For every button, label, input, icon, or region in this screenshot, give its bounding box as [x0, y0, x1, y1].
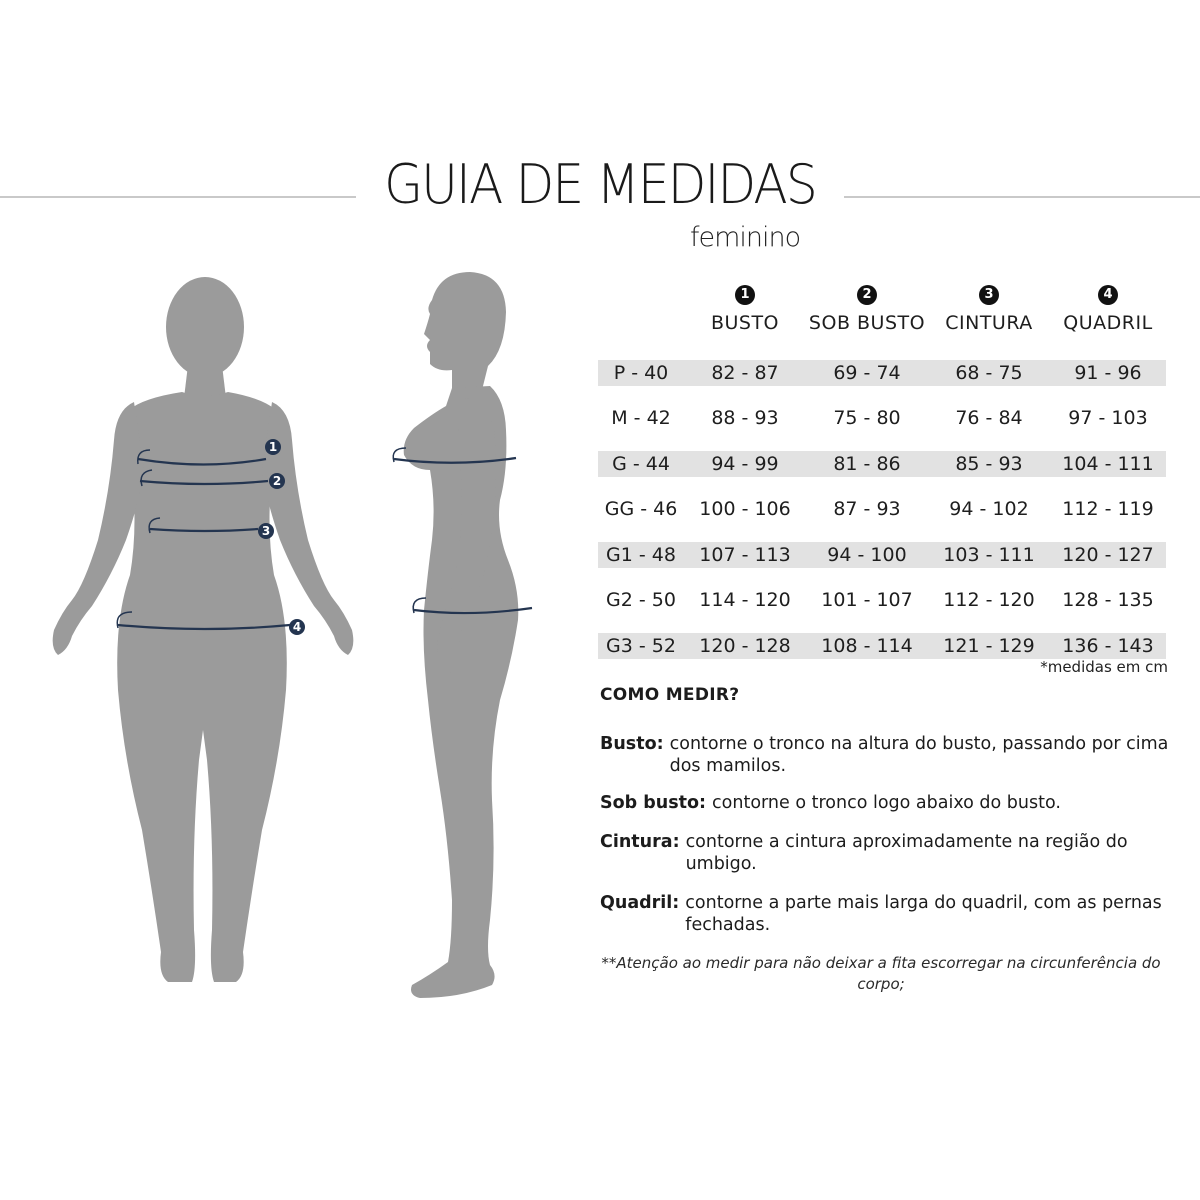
how-to-item-quadril: [600, 892, 1192, 936]
size-cell: G2 - 50: [606, 589, 676, 612]
marker-2-label: 2: [272, 474, 282, 488]
how-to-title: COMO MEDIR?: [600, 685, 740, 705]
table-cell: 68 - 75: [928, 350, 1050, 396]
table-cell: 108 - 114: [806, 623, 928, 669]
table-cell: 121 - 129: [928, 623, 1050, 669]
marker-3-label: 3: [261, 524, 271, 538]
col-label: CINTURA: [945, 312, 1033, 334]
how-to-item-sob-busto: [600, 792, 1192, 814]
size-cell: G1 - 48: [598, 532, 684, 578]
number-1-icon: 1: [735, 285, 755, 305]
table-cell: 104 - 111: [1050, 441, 1166, 487]
table-cell: 100 - 106: [699, 498, 791, 521]
table-cell: 91 - 96: [1050, 350, 1166, 396]
col-sob-busto-header: [806, 276, 928, 334]
table-cell: 114 - 120: [699, 589, 791, 612]
col-label: BUSTO: [710, 312, 780, 334]
size-cell: GG - 46: [604, 498, 678, 521]
table-row: [598, 441, 1166, 487]
table-cell: 120 - 128: [684, 623, 806, 669]
page-title: GUIA DE MEDIDAS: [384, 153, 816, 216]
table-cell: 112 - 120: [943, 589, 1035, 612]
table-cell: 88 - 93: [711, 407, 779, 430]
how-to-desc: contorne a parte mais larga do quadril, com as pernas fechadas.: [685, 893, 1162, 935]
table-cell: 69 - 74: [806, 350, 928, 396]
table-cell: 94 - 102: [949, 498, 1029, 521]
how-to-term: Busto:: [600, 734, 664, 754]
number-2-icon: 2: [857, 285, 877, 305]
how-to-desc: contorne o tronco logo abaixo do busto.: [712, 793, 1061, 813]
size-cell: P - 40: [598, 350, 684, 396]
table-row: [598, 350, 1166, 396]
size-table-header: [598, 276, 1166, 334]
how-to-desc: contorne a cintura aproximadamente na região do umbigo.: [685, 832, 1128, 874]
size-cell: G3 - 52: [598, 623, 684, 669]
table-cell: 94 - 99: [684, 441, 806, 487]
table-cell: 82 - 87: [684, 350, 806, 396]
table-cell: 97 - 103: [1068, 407, 1148, 430]
table-cell: 81 - 86: [806, 441, 928, 487]
col-label: QUADRIL: [1063, 312, 1153, 334]
size-column-header: [598, 276, 684, 334]
size-cell: G - 44: [598, 441, 684, 487]
col-cintura-header: [928, 276, 1050, 334]
unit-note: *medidas em cm: [1040, 658, 1168, 676]
how-to-item-cintura: [600, 831, 1192, 875]
how-to-term: Sob busto:: [600, 793, 707, 813]
table-cell: 75 - 80: [833, 407, 901, 430]
table-cell: 87 - 93: [833, 498, 901, 521]
table-row: [598, 578, 1166, 624]
how-to-item-busto: [600, 733, 1192, 777]
number-3-icon: 3: [979, 285, 999, 305]
side-body-figure: [404, 272, 519, 998]
page-subtitle: feminino: [690, 222, 801, 253]
how-to-desc: contorne o tronco na altura do busto, passando por cima dos mamilos.: [669, 734, 1169, 776]
col-quadril-header: [1050, 276, 1166, 334]
number-4-icon: 4: [1098, 285, 1118, 305]
size-cell: M - 42: [611, 407, 671, 430]
table-cell: 128 - 135: [1062, 589, 1154, 612]
table-cell: 101 - 107: [821, 589, 913, 612]
table-cell: 76 - 84: [955, 407, 1023, 430]
table-cell: 136 - 143: [1050, 623, 1166, 669]
table-cell: 120 - 127: [1050, 532, 1166, 578]
footnote: **Atenção ao medir para não deixar a fita escorregar na circunferência do corpo;: [601, 954, 1161, 993]
marker-4-label: 4: [292, 620, 302, 634]
marker-1-label: 1: [268, 440, 278, 454]
table-cell: 85 - 93: [928, 441, 1050, 487]
table-cell: 112 - 119: [1062, 498, 1154, 521]
table-row: [598, 396, 1166, 442]
size-table: [598, 276, 1166, 669]
table-row: [598, 532, 1166, 578]
col-busto-header: [684, 276, 806, 334]
how-to-term: Cintura:: [600, 832, 680, 852]
table-cell: 107 - 113: [684, 532, 806, 578]
col-label: SOB BUSTO: [808, 312, 926, 334]
table-cell: 94 - 100: [806, 532, 928, 578]
how-to-term: Quadril:: [600, 893, 680, 913]
table-row: [598, 487, 1166, 533]
table-cell: 103 - 111: [928, 532, 1050, 578]
